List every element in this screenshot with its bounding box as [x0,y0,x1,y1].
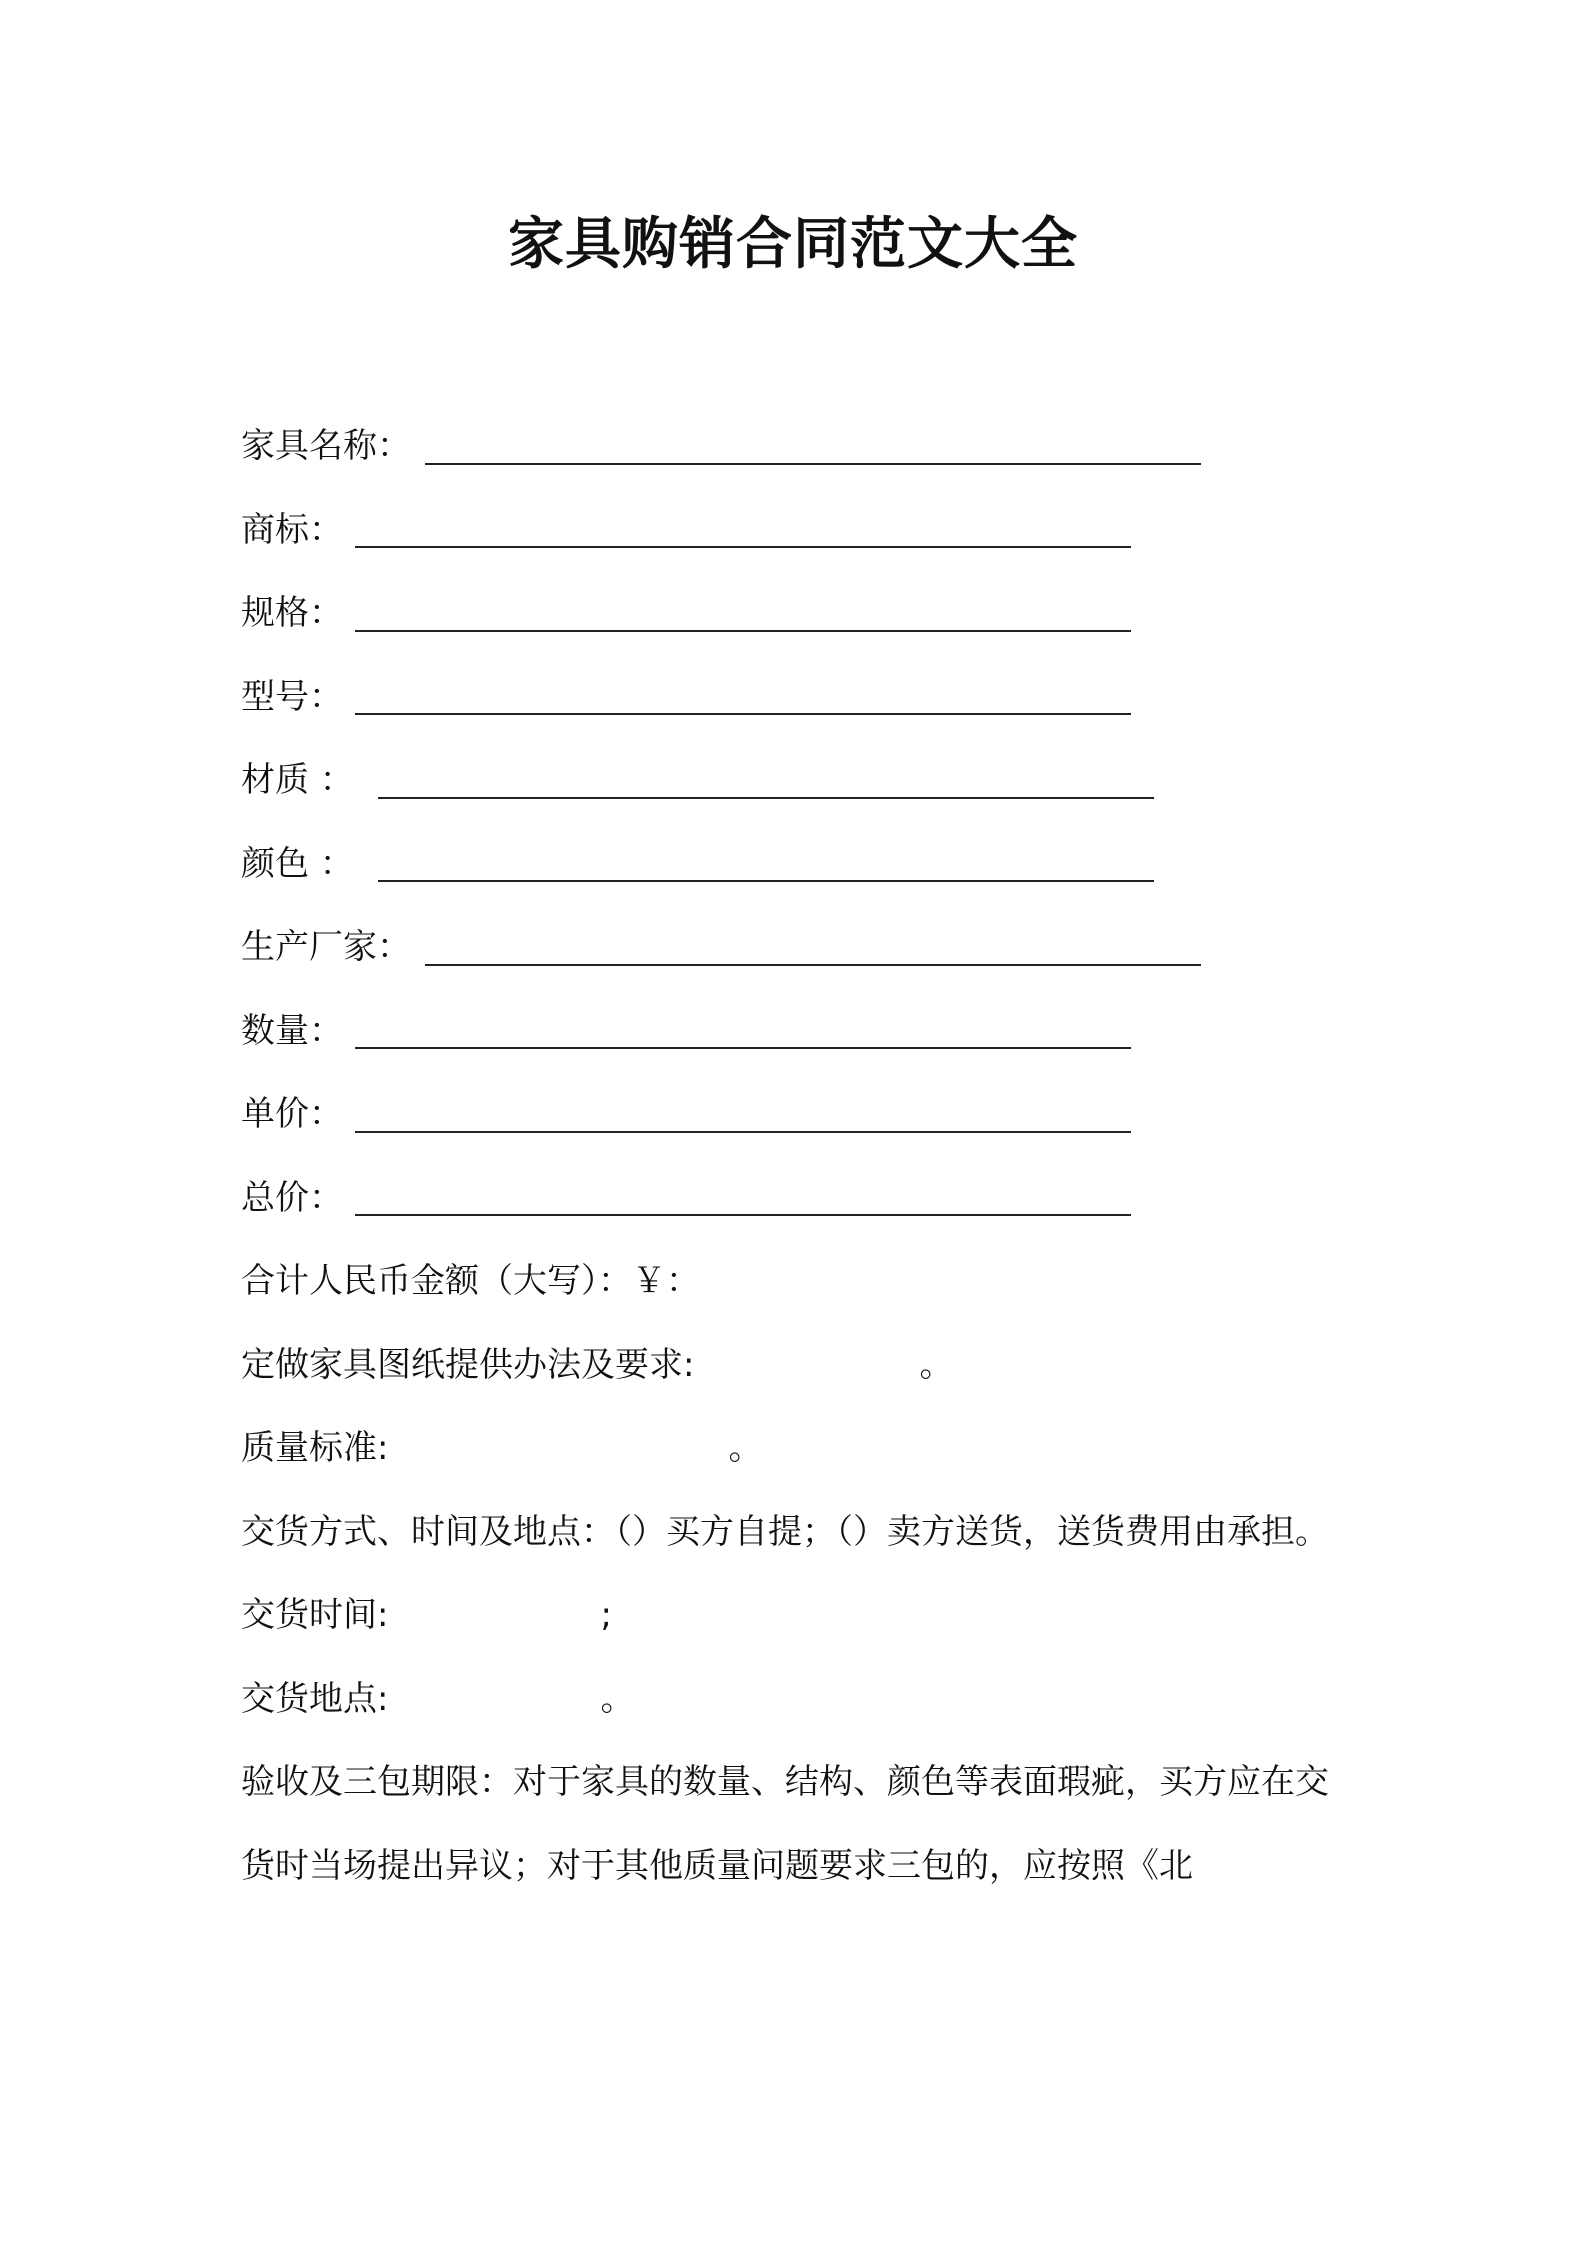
field-total-price [241,1157,1361,1241]
fill-in-blank[interactable] [355,489,1131,573]
delivery-place-line [241,1658,1361,1742]
drawing-requirements-label: 定做家具图纸提供办法及要求: [241,1344,695,1385]
delivery-place-label: 交货地点: [241,1678,389,1719]
fill-in-blank[interactable] [355,1157,1131,1241]
field-label: 型号： [241,676,343,717]
fill-in-blank[interactable] [355,656,1131,740]
fill-in-blank[interactable] [355,1073,1131,1157]
field-trademark [241,489,1361,573]
field-label: 数量： [241,1010,343,1051]
field-label: 材质 ： [241,760,354,800]
field-unit-price [241,1073,1361,1157]
quality-standard-line [241,1407,1361,1491]
delivery-method-paragraph: 交货方式、时间及地点：（）买方自提；（）卖方送货，送货费用由承担。 [241,1511,1329,1552]
field-model [241,656,1361,740]
field-label: 单价： [241,1094,343,1134]
field-material [241,739,1361,823]
document-title: 家具购销合同范文大全 [508,212,1078,277]
acceptance-paragraph: 验收及三包期限：对于家具的数量、结构、颜色等表面瑕疵，买方应在交货时当场提出异议；对于其他质量问题要求三包的，应按照《北 [241,1762,1329,1886]
drawing-requirements-end: 。 [919,1344,954,1385]
field-specification [241,572,1361,656]
delivery-place-end: 。 [600,1678,635,1719]
fill-in-blank[interactable] [425,906,1201,990]
drawing-requirements-line [241,1324,1361,1408]
fill-in-blank[interactable] [425,405,1201,489]
field-label: 规格： [241,593,343,633]
field-label: 商标： [241,509,343,550]
fill-in-blank[interactable] [355,572,1131,656]
total-amount-text: 合计人民币金额（大写）：￥： [241,1261,700,1301]
delivery-time-line [241,1574,1361,1658]
fill-in-blank[interactable] [355,990,1131,1074]
quality-standard-end: 。 [728,1428,763,1468]
field-quantity [241,990,1361,1074]
fill-in-blank[interactable] [378,739,1154,823]
field-label: 颜色 ： [241,843,354,884]
field-color [241,823,1361,907]
total-amount-line [241,1240,1361,1324]
field-manufacturer [241,906,1361,990]
field-label: 总价： [241,1177,343,1218]
fill-in-blank[interactable] [378,823,1154,907]
field-label: 家具名称： [241,426,411,466]
quality-standard-label: 质量标准: [241,1428,389,1468]
delivery-time-end: ; [600,1595,612,1635]
field-furniture-name [241,405,1361,489]
delivery-time-label: 交货时间: [241,1595,389,1635]
field-label: 生产厂家： [241,927,411,967]
document-body [241,405,1361,1908]
